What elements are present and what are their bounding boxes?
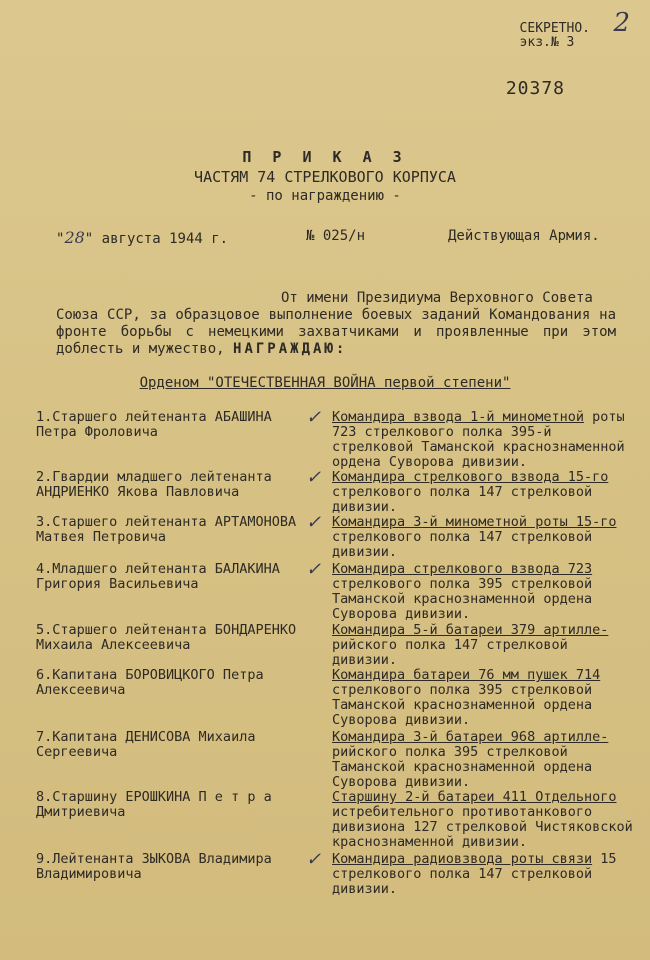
checkmark-icon: ✓ — [306, 407, 322, 428]
position-rest: стрелкового полка 147 стрелковой дивизии. — [332, 484, 593, 515]
position-rest: стрелкового полка 395 стрелковой Таманской краснознаменной ордена Суворова дивизии. — [332, 682, 593, 728]
secrecy-label: СЕКРЕТНО. — [519, 21, 590, 36]
awardee-position — [332, 410, 640, 470]
awardee-position — [332, 730, 640, 790]
position-first: Старшину 2-й батареи 411 Отдельного — [332, 789, 617, 805]
army-label: Действующая Армия. — [448, 228, 600, 244]
award-word: НАГРАЖДАЮ: — [233, 341, 348, 357]
position-rest: рийского полка 395 стрелковой Таманской краснознаменной ордена Суворова дивизии. — [332, 744, 593, 790]
position-first: Командира 5-й батареи 379 артилле- — [332, 622, 609, 638]
order-date — [56, 228, 228, 247]
position-first: Командира батареи 76 мм пушек 714 — [332, 667, 601, 683]
position-rest: роты 723 стрелкового полка 395-й стрелковой Таманской краснознаменной ордена Суворова дивизии. — [332, 409, 625, 470]
archive-number: 20378 — [505, 78, 565, 99]
awardee-position — [332, 515, 640, 560]
awardee-name: 7.Капитана ДЕНИСОВА Михаила Сергеевича — [36, 729, 256, 760]
order-subtitle: ЧАСТЯМ 74 СТРЕЛКОВОГО КОРПУСА — [194, 168, 456, 186]
position-first: Командира взвода 1-й минометной — [332, 409, 584, 425]
position-first: Командира стрелкового взвода 723 — [332, 561, 593, 577]
awardee-name: 4.Младшего лейтенанта БАЛАКИНА Григория Васильевича — [36, 561, 280, 592]
position-first: Командира радиовзвода роты связи — [332, 851, 593, 867]
order-title: П Р И К А З — [242, 148, 408, 166]
position-first: Командира 3-й минометной роты 15-го — [332, 514, 617, 530]
position-rest: стрелкового полка 147 стрелковой дивизии. — [332, 529, 593, 560]
order-month-year: " августа 1944 г. — [84, 231, 229, 247]
awardee-position — [332, 790, 640, 850]
handwritten-page-number: 2 — [613, 8, 630, 38]
awardee-position — [332, 852, 640, 897]
checkmark-icon: ✓ — [306, 467, 322, 488]
preamble-first-line: От имени Президиума Верховного Совета — [281, 290, 593, 306]
quote-open: " — [56, 231, 65, 247]
position-rest: рийского полка 147 стрелковой дивизии. — [332, 637, 568, 668]
preamble-body: Союза ССР, за образцовое выполнение боевых заданий Командования на фронте борьбы с немецкими захватчиками и проявленные при этом доблесть и мужество, — [56, 307, 616, 357]
awardee-name: 6.Капитана БОРОВИЦКОГО Петра Алексеевича — [36, 667, 264, 698]
awardee-name: 8.Старшину ЕРОШКИНА П е т р а Дмитриевича — [36, 789, 272, 820]
awardee-name: 1.Старшего лейтенанта АБАШИНА Петра Фроловича — [36, 409, 272, 440]
copy-number: экз.№ 3 — [519, 35, 575, 50]
awardee-position — [332, 623, 640, 668]
position-rest: истребительного противотанкового дивизиона 127 стрелковой Чистяковской краснознаменной дивизии. — [332, 804, 633, 850]
checkmark-icon: ✓ — [306, 512, 322, 533]
awardee-position — [332, 562, 640, 622]
order-day: 28 — [64, 228, 85, 247]
checkmark-icon: ✓ — [306, 849, 322, 870]
awardee-name: 9.Лейтенанта ЗЫКОВА Владимира Владимировича — [36, 851, 272, 882]
awardee-name: 5.Старшего лейтенанта БОНДАРЕНКО Михаила Алексеевича — [36, 622, 297, 653]
awardee-name: 3.Старшего лейтенанта АРТАМОНОВА Матвея Петровича — [36, 514, 297, 545]
preamble — [56, 290, 616, 358]
position-first: Командира 3-й батареи 968 артилле- — [332, 729, 609, 745]
awardee-position — [332, 470, 640, 515]
awardee-name: 2.Гвардии младшего лейтенанта АНДРИЕНКО Якова Павловича — [36, 469, 272, 500]
awardee-position — [332, 668, 640, 728]
position-first: Командира стрелкового взвода 15-го — [332, 469, 609, 485]
position-rest: стрелкового полка 395 стрелковой Таманской краснознаменной ордена Суворова дивизии. — [332, 576, 593, 622]
order-purpose: - по награждению - — [249, 188, 401, 204]
checkmark-icon: ✓ — [306, 559, 322, 580]
secrecy-stamp — [520, 22, 590, 50]
position-rest: 15 стрелкового полка 147 стрелковой дивизии. — [332, 851, 617, 897]
order-heading: Орденом "ОТЕЧЕСТВЕННАЯ ВОЙНА первой степени" — [139, 375, 511, 391]
order-number: № 025/н — [306, 228, 366, 244]
